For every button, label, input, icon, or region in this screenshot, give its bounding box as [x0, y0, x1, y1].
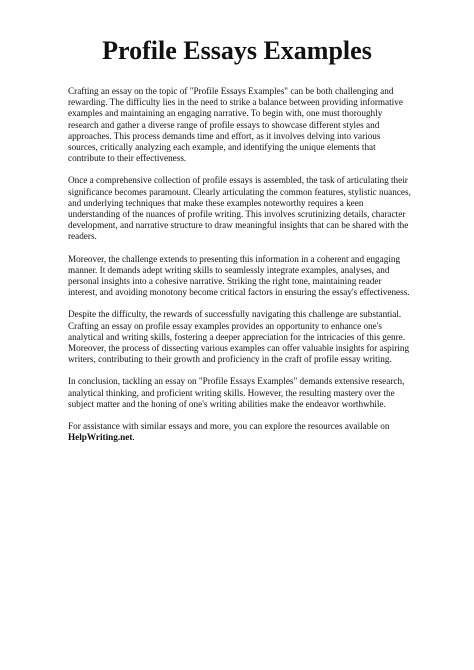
paragraph: Once a comprehensive collection of profile essays is assembled, the task of articulating their significance becomes paramount. Clearly articulating the common features, stylistic nuances, and underlying techniques that make these examples noteworthy requires a keen understanding of the nuances of profile writing. This involves scrutinizing details, character development, and narrative structure to draw meaningful insights that can be shared with the readers. [68, 175, 411, 242]
paragraph: Crafting an essay on the topic of "Profile Essays Examples" can be both challenging and rewarding. The difficulty lies in the need to strike a balance between providing informative examples and maintaining an engaging narrative. To begin with, one must thoroughly research and gather a diverse range of profile essays to showcase different styles and approaches. This process demands time and effort, as it involves delving into various sources, critically analyzing each example, and identifying the unique elements that contribute to their effectiveness. [68, 86, 403, 164]
document-title: Profile Essays Examples [102, 36, 372, 65]
paragraph: Despite the difficulty, the rewards of successfully navigating this challenge are substantial. Crafting an essay on profile essay examples provides an opportunity to enhance one's analytical and writing skills, fostering a deeper appreciation for the intricacies of this genre. Moreover, the process of dissecting various examples can offer valuable insights for aspiring writers, contributing to their growth and proficiency in the craft of profile essay writing. [68, 309, 410, 365]
helpwriting-link[interactable]: HelpWriting.net [68, 432, 133, 443]
closing-paragraph [68, 421, 412, 443]
paragraph: In conclusion, tackling an essay on "Profile Essays Examples" demands extensive research, analytical thinking, and proficient writing skills. However, the resulting mastery over the subject matter and the honing of one's writing abilities make the endeavor worthwhile. [68, 376, 405, 409]
paragraph: Moreover, the challenge extends to presenting this information in a coherent and engaging manner. It demands adept writing skills to seamlessly integrate examples, analyses, and personal insights into a cohesive narrative. Striking the right tone, maintaining reader interest, and avoiding monotony become critical factors in ensuring the essay's effectiveness. [68, 253, 410, 298]
closing-text: For assistance with similar essays and more, you can explore the resources available on [68, 421, 390, 432]
closing-period: . [132, 432, 135, 443]
document-body [68, 86, 412, 454]
